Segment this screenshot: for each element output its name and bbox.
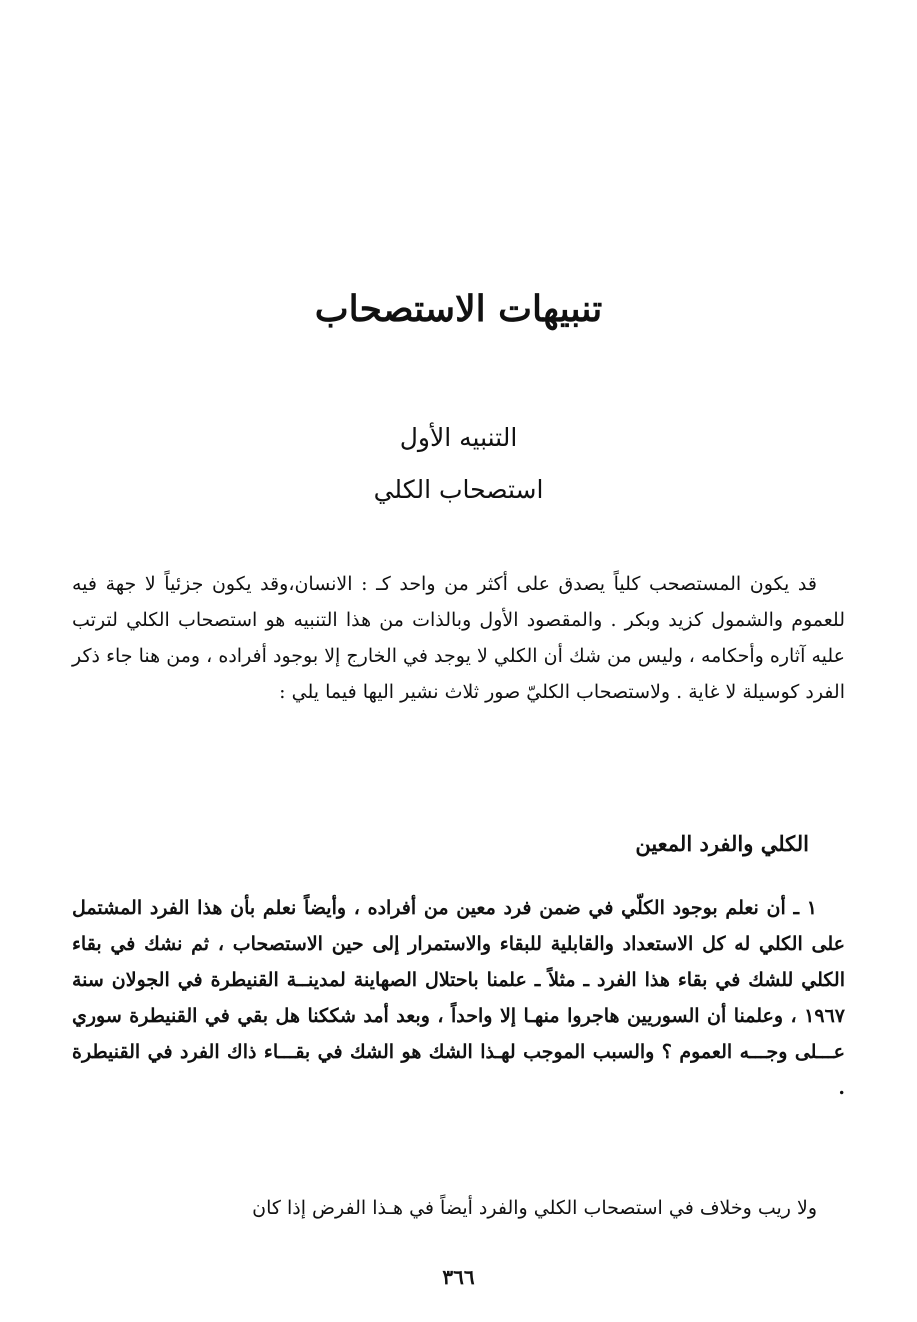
last-paragraph: ولا ريب وخلاف في استصحاب الكلي والفرد أيضاً في هـذا الفرض إذا كان (252, 1197, 817, 1219)
chapter-title: تنبيهات الاستصحاب (314, 288, 603, 330)
section-title: استصحاب الكلي (373, 475, 544, 504)
subheading: الكلي والفرد المعين (635, 831, 809, 856)
page-number: ٣٦٦ (442, 1265, 475, 1289)
intro-paragraph: قد يكون المستصحب كلياً يصدق على أكثر من واحد كـ : الانسان،وقد يكون جزئياً لا جهة فيه للعموم والشمول كزيد وبكر . والمقصود الأول وبالذات من هذا التنبيه هو استصحاب الكلي لترتب عليه آثاره وأحكامه ، وليس من شك أن الكلي لا يوجد في الخارج إلا بوجود أفراده ، ومن هنا جاء ذكر الفرد كوسيلة لا غاية . ولاستصحاب الكليّ صور ثلاث نشير اليها فيما يلي : (72, 573, 845, 703)
section-label: التنبيه الأول (399, 423, 518, 452)
numbered-paragraph: ١ ـ أن نعلم بوجود الكلّي في ضمن فرد معين من أفراده ، وأيضاً نعلم بأن هذا الفرد المشتمل على الكلي له كل الاستعداد والقابلية للبقاء والاستمرار إلى حين الاستصحاب ، ثم نشك في بقاء الكلي للشك في بقاء هذا الفرد ـ مثلاً ـ علمنا باحتلال الصهاينة لمدينــة القنيطرة في الجولان سنة ١٩٦٧ ، وعلمنا أن السوريين هاجروا منهـا إلا واحداً ، وبعد أمد شككنا هل بقي في القنيطرة سوري عـــلى وجـــه العموم ؟ والسبب الموجب لهـذا الشك هو الشك في بقـــاء ذاك الفرد في القنيطرة . (72, 897, 845, 1099)
